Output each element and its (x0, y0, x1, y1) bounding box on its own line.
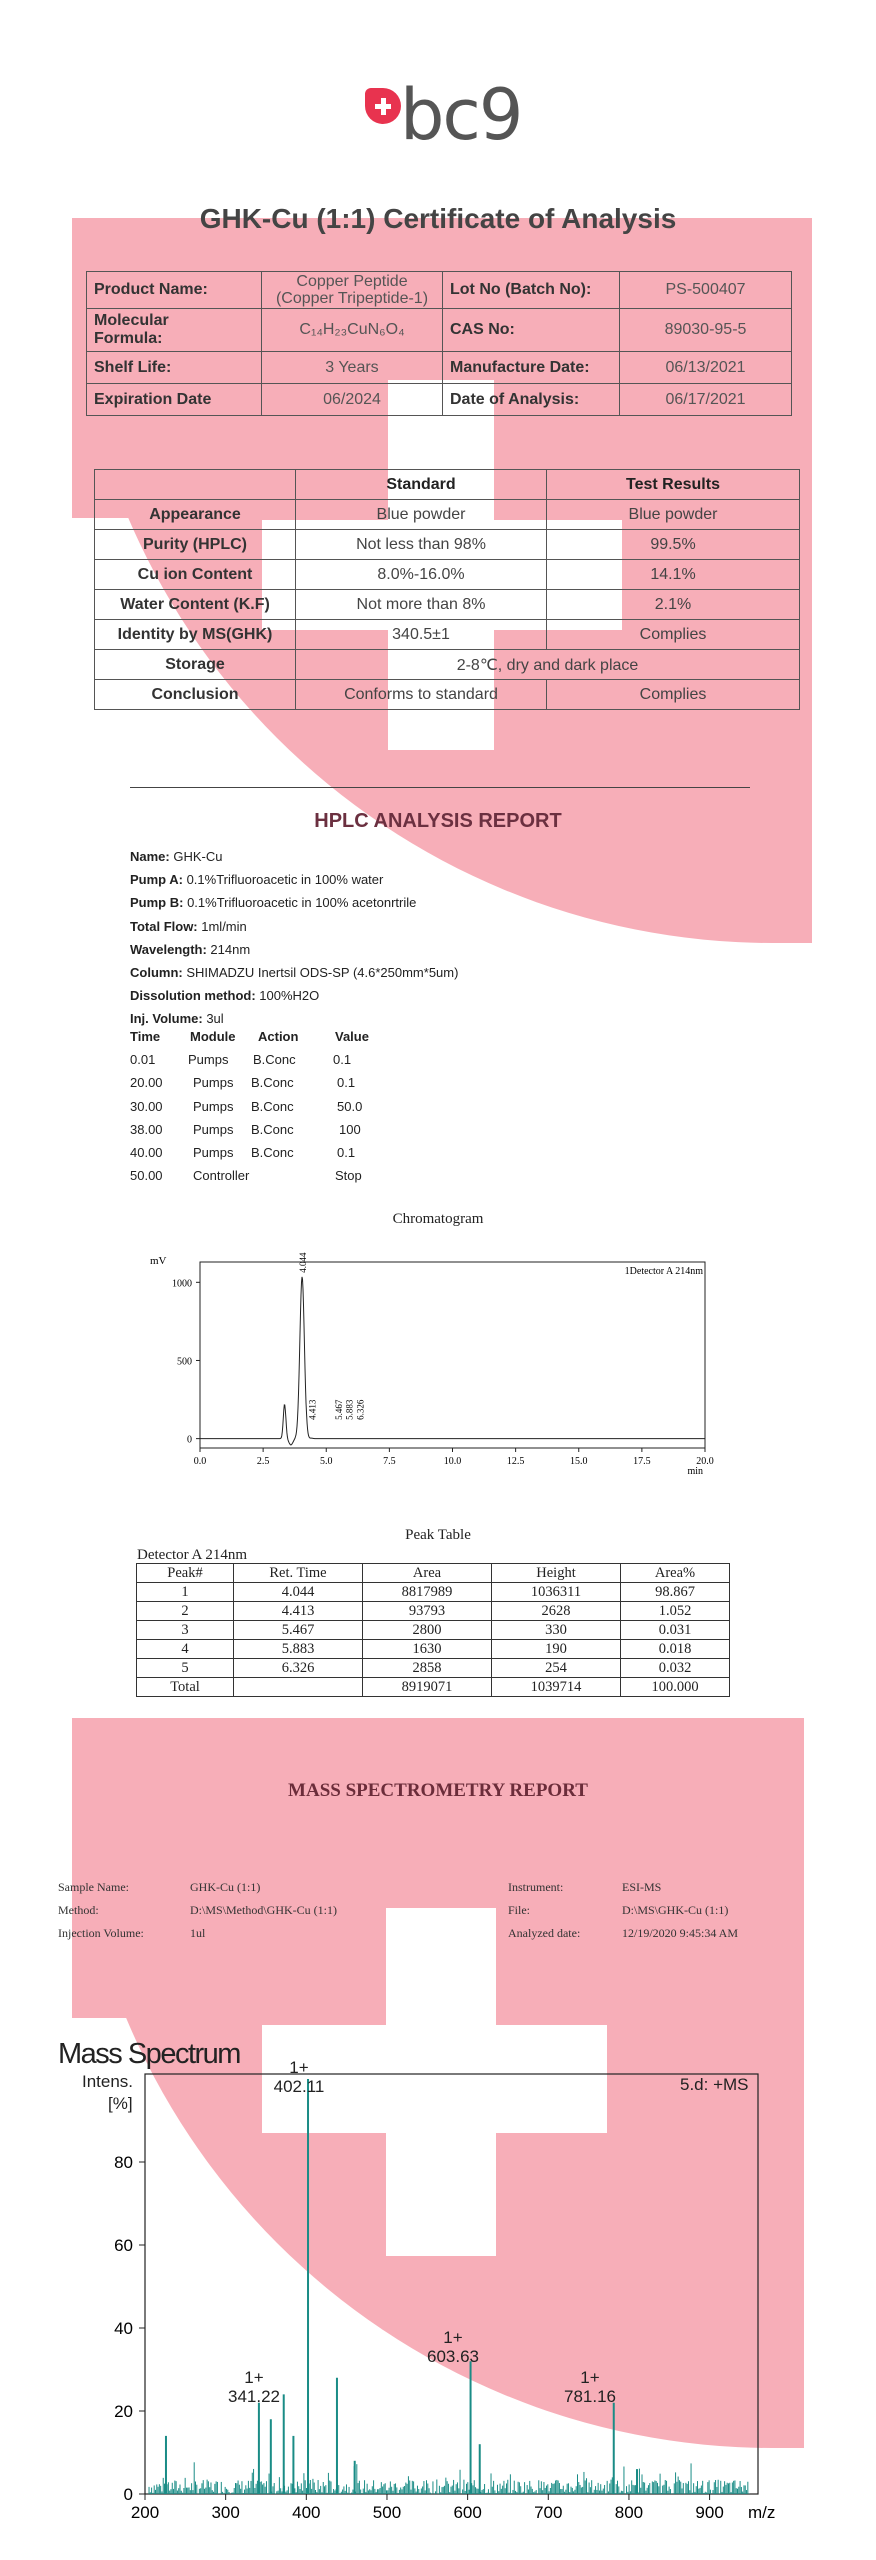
peak-cell: 100.000 (621, 1678, 730, 1697)
param-line (130, 961, 458, 984)
product-name-value (262, 272, 443, 309)
ms-plot-frame (145, 2074, 758, 2494)
ms-y-tick-label: 40 (114, 2319, 133, 2338)
peak-cell: 6.326 (234, 1659, 363, 1678)
formula-label-line1: Molecular (94, 312, 169, 329)
param-value: 0.1%Trifluoroacetic in 100% acetonrtrile (183, 895, 417, 911)
mass-spectrum-chart (100, 2060, 780, 2560)
chromatogram-legend: 1Detector A 214nm (624, 1266, 703, 1277)
test-row (95, 620, 800, 650)
logo-text: bc9 (400, 74, 522, 156)
step-module: Pumps (188, 1052, 229, 1068)
ms-instrument-label: Instrument: (508, 1880, 564, 1894)
peak-table-header-row (137, 1564, 730, 1583)
peak-charge: 1+ (244, 2368, 264, 2387)
chromatogram-y-tick-label: 1000 (172, 1278, 192, 1290)
step-action: B.Conc (251, 1075, 294, 1091)
expiration-date-label: Expiration Date (87, 384, 262, 416)
ms-x-tick-label: 800 (614, 2503, 644, 2522)
step-module: Pumps (193, 1075, 234, 1091)
test-standard: Blue powder (296, 500, 547, 530)
step-time: 30.00 (130, 1098, 163, 1114)
ms-x-tick-label: 600 (453, 2503, 482, 2522)
ms-peak-label-603 (418, 2328, 488, 2366)
chromatogram-x-tick-label: 20.0 (696, 1456, 714, 1467)
chromatogram-x-tick-label: 10.0 (443, 1456, 462, 1467)
analysis-date-value: 06/17/2021 (620, 384, 792, 416)
ms-y-tick-label: 60 (114, 2236, 133, 2255)
product-name-label: Product Name: (87, 272, 262, 309)
peak-cell: 3 (137, 1621, 234, 1640)
test-name: Water Content (K.F) (95, 590, 296, 620)
test-standard: Not more than 8% (296, 590, 547, 620)
test-standard: 8.0%-16.0% (296, 560, 547, 590)
peak-mz: 603.63 (427, 2347, 479, 2366)
chromatogram-x-tick-label: 7.5 (383, 1456, 396, 1467)
shelf-life-label: Shelf Life: (87, 352, 262, 384)
peak-cell: 8919071 (363, 1678, 492, 1697)
ms-report-title: MASS SPECTROMETRY REPORT (288, 1780, 588, 1801)
ms-peak-label-402 (267, 2058, 331, 2096)
intens-axis-label: Intens. (82, 2072, 134, 2091)
ms-peak-label-341 (222, 2368, 286, 2406)
peak-header-peak: Peak# (137, 1564, 234, 1583)
peak-table-title: Peak Table (405, 1527, 471, 1543)
param-line (130, 891, 458, 914)
peak-cell: 1 (137, 1583, 234, 1602)
peak-header-area: Area (363, 1564, 492, 1583)
hplc-report-title: HPLC ANALYSIS REPORT (314, 810, 562, 832)
ms-file-value: D:\MS\GHK-Cu (1:1) (622, 1903, 729, 1917)
chromatogram-peak-label: 5.883 (344, 1399, 355, 1420)
storage-row (95, 650, 800, 680)
storage-label: Storage (95, 650, 296, 680)
peak-cell: 0.018 (621, 1640, 730, 1659)
chromatogram-peak-label: 4.413 (307, 1399, 318, 1420)
peak-cell: 190 (492, 1640, 621, 1659)
chromatogram-y-label: mV (150, 1255, 167, 1267)
step-value: 100 (339, 1121, 361, 1137)
param-value: 0.1%Trifluoroacetic in 100% water (182, 872, 384, 888)
peak-cell: 1039714 (492, 1678, 621, 1697)
step-action: B.Conc (251, 1121, 294, 1137)
step-time: 38.00 (130, 1121, 163, 1137)
param-value: 214nm (206, 941, 251, 957)
test-name: Cu ion Content (95, 560, 296, 590)
product-name-line2: (Copper Tripeptide-1) (275, 290, 429, 307)
param-value: GHK-Cu (169, 849, 223, 864)
peak-cell: 2628 (492, 1602, 621, 1621)
plus-badge-icon (365, 88, 401, 124)
steps-header-value: Value (335, 1029, 369, 1044)
param-label: Pump A: (130, 872, 183, 888)
chromatogram-x-tick-label: 0.0 (193, 1456, 207, 1467)
step-time: 0.01 (130, 1052, 156, 1068)
ms-method-label: Method: (58, 1903, 99, 1917)
step-value: 0.1 (333, 1052, 352, 1068)
chromatogram-peak-label: 4.044 (298, 1252, 309, 1273)
test-result: 2.1% (547, 590, 800, 620)
param-line (130, 868, 458, 891)
ms-method-value: D:\MS\Method\GHK-Cu (1:1) (190, 1903, 337, 1917)
test-results-table (94, 469, 800, 710)
peak-cell: 2858 (363, 1659, 492, 1678)
test-standard: Not less than 98% (296, 530, 547, 560)
chromatogram-frame (200, 1262, 705, 1448)
chromatogram-title: Chromatogram (392, 1211, 484, 1227)
param-label: Total Flow: (130, 918, 198, 934)
test-name: Purity (HPLC) (95, 530, 296, 560)
step-module: Pumps (193, 1098, 234, 1114)
expiration-date-value: 06/2024 (262, 384, 443, 416)
chromatogram-x-tick-label: 15.0 (570, 1456, 588, 1467)
param-label: Wavelength: (130, 941, 207, 957)
ms-sample-label: Sample Name: (58, 1880, 129, 1894)
ms-date-label: Analyzed date: (508, 1926, 581, 1940)
step-module: Pumps (193, 1121, 234, 1137)
test-result: 99.5% (547, 530, 800, 560)
chromatogram-chart (120, 1240, 720, 1490)
peak-table-row (137, 1583, 730, 1602)
storage-value: 2-8℃, dry and dark place (296, 650, 800, 680)
product-name-line1: Copper Peptide (296, 273, 408, 290)
peak-table-row (137, 1659, 730, 1678)
test-row (95, 590, 800, 620)
peak-cell (234, 1678, 363, 1697)
product-info-table (86, 271, 792, 416)
test-result: Blue powder (547, 500, 800, 530)
steps-header-time: Time (130, 1029, 161, 1044)
ms-x-tick-label: 900 (695, 2503, 724, 2522)
step-time: 50.00 (130, 1168, 163, 1184)
formula-label (87, 309, 262, 352)
peak-cell: 1630 (363, 1640, 492, 1659)
conclusion-row (95, 680, 800, 710)
ms-peak-label-781 (558, 2368, 622, 2406)
step-value: Stop (335, 1168, 362, 1184)
chromatogram-x-label: min (687, 1466, 703, 1477)
peak-table-row (137, 1602, 730, 1621)
peak-table (136, 1563, 730, 1697)
param-line (130, 845, 458, 868)
param-value: SHIMADZU Inertsil ODS-SP (4.6*250mm*5um) (182, 965, 459, 981)
company-logo (360, 74, 522, 156)
ms-x-unit: m/z (748, 2503, 776, 2522)
ms-x-tick-label: 500 (372, 2503, 402, 2522)
ms-y-tick-label: 20 (114, 2402, 133, 2421)
peak-cell: 330 (492, 1621, 621, 1640)
param-line (130, 984, 458, 1007)
step-action: B.Conc (251, 1144, 294, 1160)
param-label: Dissolution method: (130, 988, 256, 1004)
step-value: 0.1 (337, 1144, 356, 1160)
test-header-standard: Standard (296, 470, 547, 500)
ms-date-value: 12/19/2020 9:45:34 AM (622, 1926, 739, 1940)
peak-cell: 4 (137, 1640, 234, 1659)
param-value: 100%H2O (255, 988, 320, 1004)
chromatogram-x-tick-label: 2.5 (256, 1456, 270, 1467)
ms-instrument-value: ESI-MS (622, 1880, 662, 1894)
percent-axis-label: [%] (108, 2094, 133, 2113)
peak-mz: 781.16 (564, 2387, 616, 2406)
conclusion-standard: Conforms to standard (296, 680, 547, 710)
hplc-parameters (130, 845, 458, 1031)
manufacture-date-label: Manufacture Date: (443, 352, 620, 384)
ms-x-tick-label: 400 (292, 2503, 321, 2522)
ms-y-tick-label: 0 (123, 2485, 133, 2504)
test-result: Complies (547, 620, 800, 650)
peak-cell: 2 (137, 1602, 234, 1621)
lot-label: Lot No (Batch No): (443, 272, 620, 309)
param-line (130, 1007, 458, 1030)
peak-charge: 1+ (443, 2328, 463, 2347)
chromatogram-x-tick-label: 17.5 (633, 1456, 651, 1467)
mass-spectrum-title: Mass Spectrum (58, 2038, 240, 2070)
step-time: 20.00 (130, 1075, 163, 1091)
peak-cell: 2800 (363, 1621, 492, 1640)
test-name: Appearance (95, 500, 296, 530)
peak-header-height: Height (492, 1564, 621, 1583)
test-header-results: Test Results (547, 470, 800, 500)
param-value: 1ml/min (197, 918, 247, 934)
test-row (95, 500, 800, 530)
ms-x-tick-label: 200 (130, 2503, 160, 2522)
peak-cell: 4.044 (234, 1583, 363, 1602)
test-result: 14.1% (547, 560, 800, 590)
test-standard: 340.5±1 (296, 620, 547, 650)
step-module: Controller (193, 1168, 250, 1184)
test-name: Identity by MS(GHK) (95, 620, 296, 650)
peak-cell: Total (137, 1678, 234, 1697)
peak-cell: 4.413 (234, 1602, 363, 1621)
manufacture-date-value: 06/13/2021 (620, 352, 792, 384)
step-action: B.Conc (253, 1052, 296, 1068)
step-action: B.Conc (251, 1098, 294, 1114)
ms-mode-label: 5.d: +MS (680, 2075, 749, 2094)
peak-header-area-pct: Area% (621, 1564, 730, 1583)
param-label: Inj. Volume: (130, 1011, 203, 1027)
cas-label: CAS No: (443, 309, 620, 352)
peak-charge: 1+ (289, 2058, 309, 2077)
analysis-date-label: Date of Analysis: (443, 384, 620, 416)
ms-sample-value: GHK-Cu (1:1) (190, 1880, 261, 1894)
chromatogram-trace (200, 1277, 705, 1445)
ms-y-tick-label: 80 (114, 2153, 133, 2172)
chromatogram-x-tick-label: 12.5 (506, 1456, 525, 1467)
document-title: GHK-Cu (1:1) Certificate of Analysis (199, 203, 677, 234)
peak-cell: 5.883 (234, 1640, 363, 1659)
formula-value: C₁₄H₂₃CuN₆O₄ (262, 309, 443, 352)
peak-cell: 254 (492, 1659, 621, 1678)
peak-table-row (137, 1640, 730, 1659)
peak-cell: 0.031 (621, 1621, 730, 1640)
ms-file-label: File: (508, 1903, 531, 1917)
peak-cell: 1.052 (621, 1602, 730, 1621)
param-label: Column: (130, 965, 183, 981)
step-value: 0.1 (337, 1075, 356, 1091)
peak-cell: 5 (137, 1659, 234, 1678)
conclusion-label: Conclusion (95, 680, 296, 710)
section-divider (130, 787, 750, 788)
param-label: Name: (130, 849, 170, 864)
test-row (95, 560, 800, 590)
peak-table-detector: Detector A 214nm (137, 1547, 247, 1563)
peak-cell: 93793 (363, 1602, 492, 1621)
test-header-empty (95, 470, 296, 500)
steps-header-module: Module (190, 1029, 236, 1044)
peak-cell: 8817989 (363, 1583, 492, 1602)
ms-injection-label: Injection Volume: (58, 1926, 144, 1940)
peak-header-ret-time: Ret. Time (234, 1564, 363, 1583)
ms-injection-value: 1ul (190, 1926, 206, 1940)
peak-mz: 402.11 (273, 2077, 325, 2096)
param-label: Pump B: (130, 895, 184, 911)
param-line (130, 915, 458, 938)
chromatogram-y-tick-label: 500 (177, 1356, 192, 1368)
peak-cell: 5.467 (234, 1621, 363, 1640)
step-time: 40.00 (130, 1144, 163, 1160)
steps-header-action: Action (258, 1029, 299, 1044)
peak-cell: 1036311 (492, 1583, 621, 1602)
formula-label-line2: Formula: (94, 330, 163, 347)
ms-x-tick-label: 700 (534, 2503, 563, 2522)
cas-value: 89030-95-5 (620, 309, 792, 352)
param-line (130, 938, 458, 961)
conclusion-result: Complies (547, 680, 800, 710)
chromatogram-peak-label: 5.467 (334, 1399, 345, 1420)
peak-cell: 0.032 (621, 1659, 730, 1678)
shelf-life-value: 3 Years (262, 352, 443, 384)
step-module: Pumps (193, 1144, 234, 1160)
test-row (95, 530, 800, 560)
peak-mz: 341.22 (228, 2387, 280, 2406)
peak-charge: 1+ (580, 2368, 600, 2387)
peak-cell: 98.867 (621, 1583, 730, 1602)
chromatogram-peak-label: 6.326 (355, 1399, 366, 1420)
step-value: 50.0 (337, 1098, 363, 1114)
ms-x-tick-label: 300 (211, 2503, 240, 2522)
peak-table-row (137, 1621, 730, 1640)
param-value: 3ul (202, 1011, 224, 1027)
peak-table-total-row (137, 1678, 730, 1697)
chromatogram-y-tick-label: 0 (187, 1434, 192, 1446)
chromatogram-x-tick-label: 5.0 (320, 1456, 333, 1467)
lot-value: PS-500407 (620, 272, 792, 309)
